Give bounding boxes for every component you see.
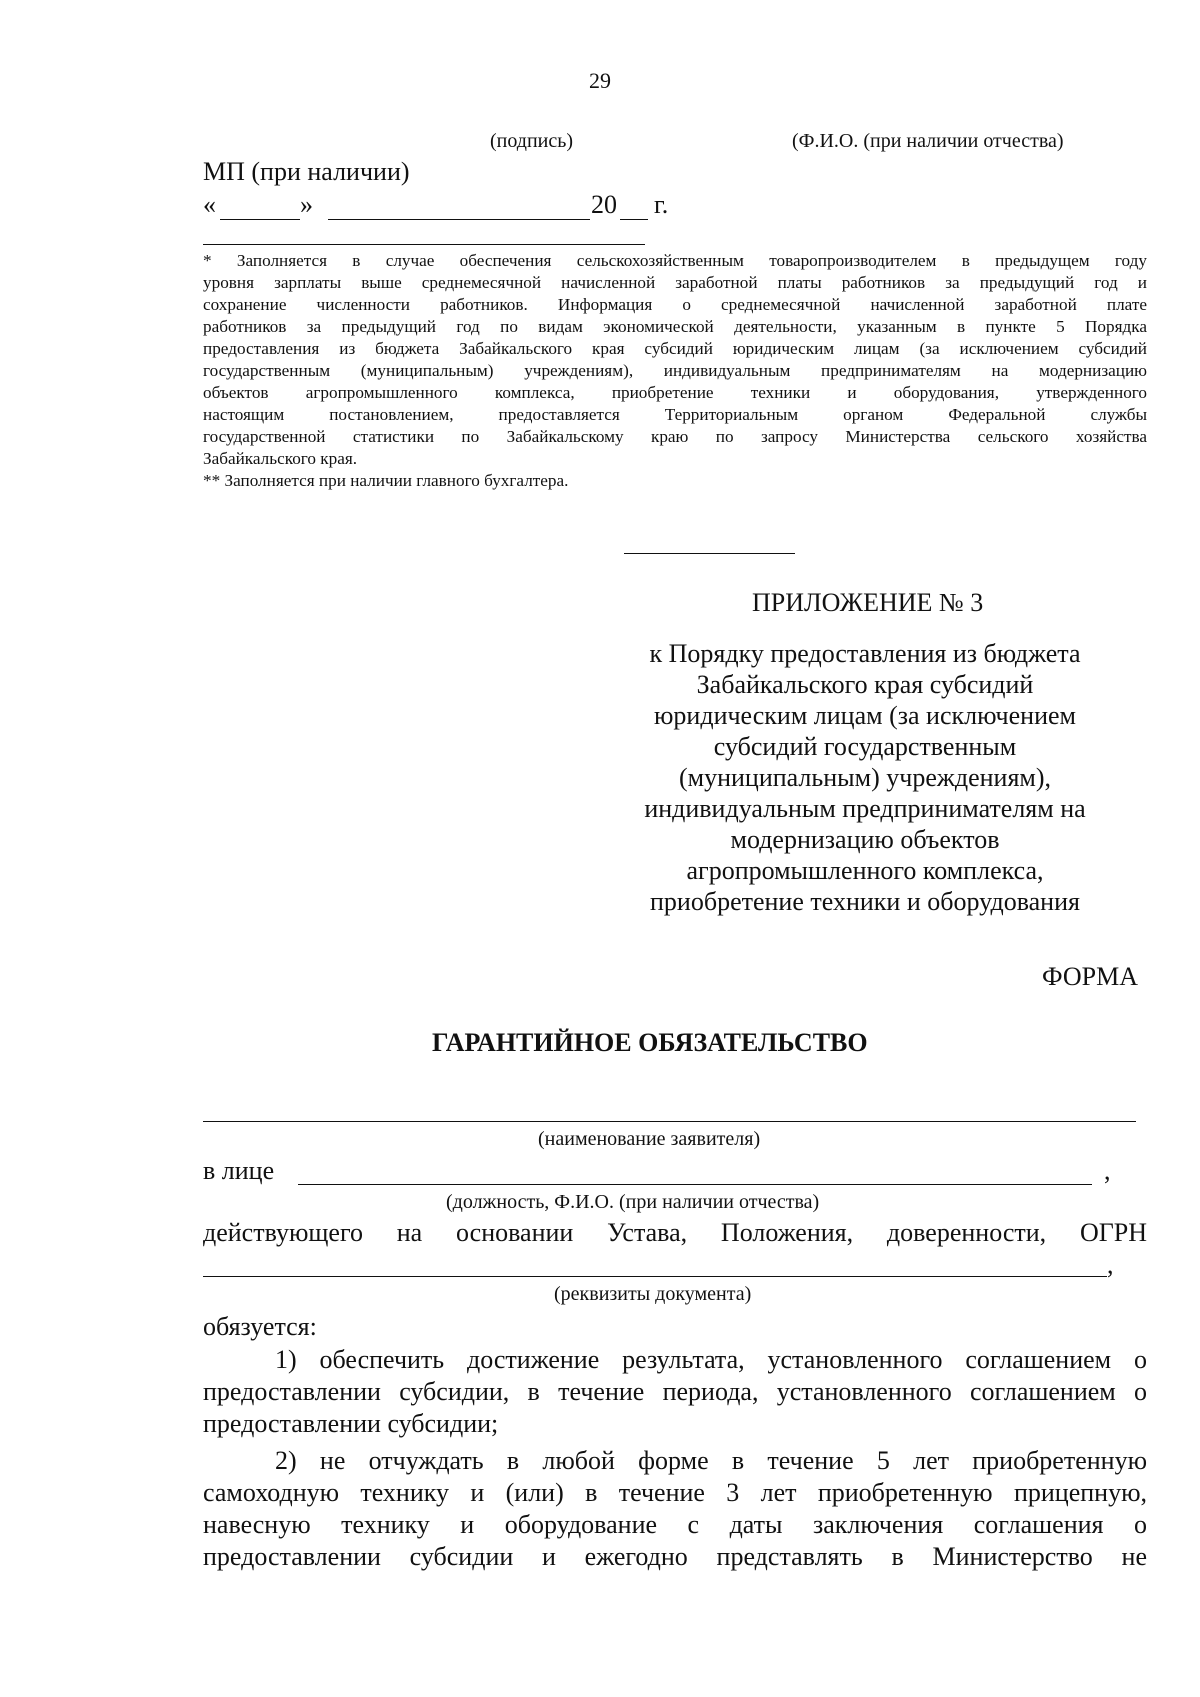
footnote-double-star: ** Заполняется при наличии главного бухгалтера.: [203, 471, 569, 490]
form-label: ФОРМА: [1042, 962, 1138, 991]
footnote-line: * Заполняется в случае обеспечения сельскохозяйственным товаропроизводителем в предыдущем году: [203, 251, 1147, 270]
footnote-separator: [203, 244, 645, 245]
requisites-comma: ,: [1107, 1250, 1114, 1279]
appendix-subtitle-line: модернизацию объектов: [730, 825, 1000, 854]
appendix-subtitle-line: агропромышленного комплекса,: [686, 856, 1044, 885]
appendix-subtitle-line: субсидий государственным: [713, 732, 1017, 761]
position-caption: (должность, Ф.И.О. (при наличии отчества): [446, 1191, 820, 1213]
requisites-line: [203, 1276, 1107, 1277]
appendix-subtitle-line: приобретение техники и оборудования: [650, 887, 1080, 916]
obligation-2-line: 2) не отчуждать в любой форме в течение 5 лет приобретенную: [275, 1446, 1147, 1475]
obligation-2-line: предоставлении субсидии и ежегодно представлять в Министерство не: [203, 1542, 1147, 1571]
date-year-prefix: 20: [591, 190, 617, 219]
appendix-title: ПРИЛОЖЕНИЕ № 3: [752, 588, 984, 617]
footnote-line: настоящим постановлением, предоставляется Территориальным органом Федеральной службы: [203, 405, 1147, 424]
signature-caption: (подпись): [490, 130, 574, 152]
appendix-subtitle-line: Забайкальского края субсидий: [696, 670, 1034, 699]
footnote-line: Забайкальского края.: [203, 449, 358, 468]
date-open-quote: «: [203, 190, 216, 219]
acting-basis-text: действующего на основании Устава, Положения, доверенности, ОГРН: [203, 1218, 1147, 1247]
footnote-line: уровня зарплаты выше среднемесячной начисленной заработной платы работников за предыдущий год и: [203, 273, 1147, 292]
requisites-caption: (реквизиты документа): [554, 1283, 752, 1305]
obliges-label: обязуется:: [203, 1312, 317, 1341]
footnote-line: государственным (муниципальным) учреждениям), индивидуальным предпринимателям на модернизацию: [203, 361, 1147, 380]
footnote-line: объектов агропромышленного комплекса, приобретение техники и оборудования, утвержденного: [203, 383, 1147, 402]
stamp-label: МП (при наличии): [203, 157, 410, 186]
appendix-subtitle-line: к Порядку предоставления из бюджета: [649, 639, 1081, 668]
name-caption: (Ф.И.О. (при наличии отчества): [792, 130, 1064, 152]
obligation-1-line: предоставлении субсидии, в течение периода, установленного соглашением о: [203, 1377, 1147, 1406]
page-number: 29: [589, 68, 611, 93]
obligation-1-line: предоставлении субсидии;: [203, 1409, 499, 1438]
obligation-2-line: навесную технику и оборудование с даты заключения соглашения о: [203, 1510, 1147, 1539]
obligation-1-line: 1) обеспечить достижение результата, установленного соглашением о: [275, 1345, 1147, 1374]
date-year-blank: [620, 219, 648, 220]
footnote-star: [203, 250, 1147, 492]
applicant-name-line: [203, 1121, 1136, 1122]
date-month-blank: [328, 219, 590, 220]
footnote-line: государственной статистики по Забайкальскому краю по запросу Министерства сельского хозяйства: [203, 427, 1147, 446]
section-separator: [624, 553, 795, 554]
appendix-subtitle-line: индивидуальным предпринимателям на: [644, 794, 1086, 823]
date-year-suffix: г.: [654, 190, 669, 219]
date-close-quote: »: [300, 190, 313, 219]
appendix-subtitle-line: (муниципальным) учреждениям),: [678, 763, 1052, 792]
footnote-line: предоставления из бюджета Забайкальского края субсидий юридическим лицам (за исключением субсидий: [203, 339, 1147, 358]
document-title: ГАРАНТИЙНОЕ ОБЯЗАТЕЛЬСТВО: [432, 1028, 868, 1057]
in-person-comma: ,: [1104, 1156, 1111, 1185]
obligation-2-line: самоходную технику и (или) в течение 3 лет приобретенную прицепную,: [203, 1478, 1147, 1507]
footnote-line: работников за предыдущий год по видам экономической деятельности, указанным в пункте 5 Порядка: [203, 317, 1147, 336]
in-person-line: [298, 1184, 1092, 1185]
footnote-line: сохранение численности работников. Информация о среднемесячной начисленной заработной плате: [203, 295, 1147, 314]
date-day-blank: [220, 219, 300, 220]
in-person-label: в лице: [203, 1156, 275, 1185]
appendix-subtitle-line: юридическим лицам (за исключением: [654, 701, 1076, 730]
applicant-caption: (наименование заявителя): [538, 1128, 761, 1150]
appendix-subtitle: [630, 638, 1100, 917]
